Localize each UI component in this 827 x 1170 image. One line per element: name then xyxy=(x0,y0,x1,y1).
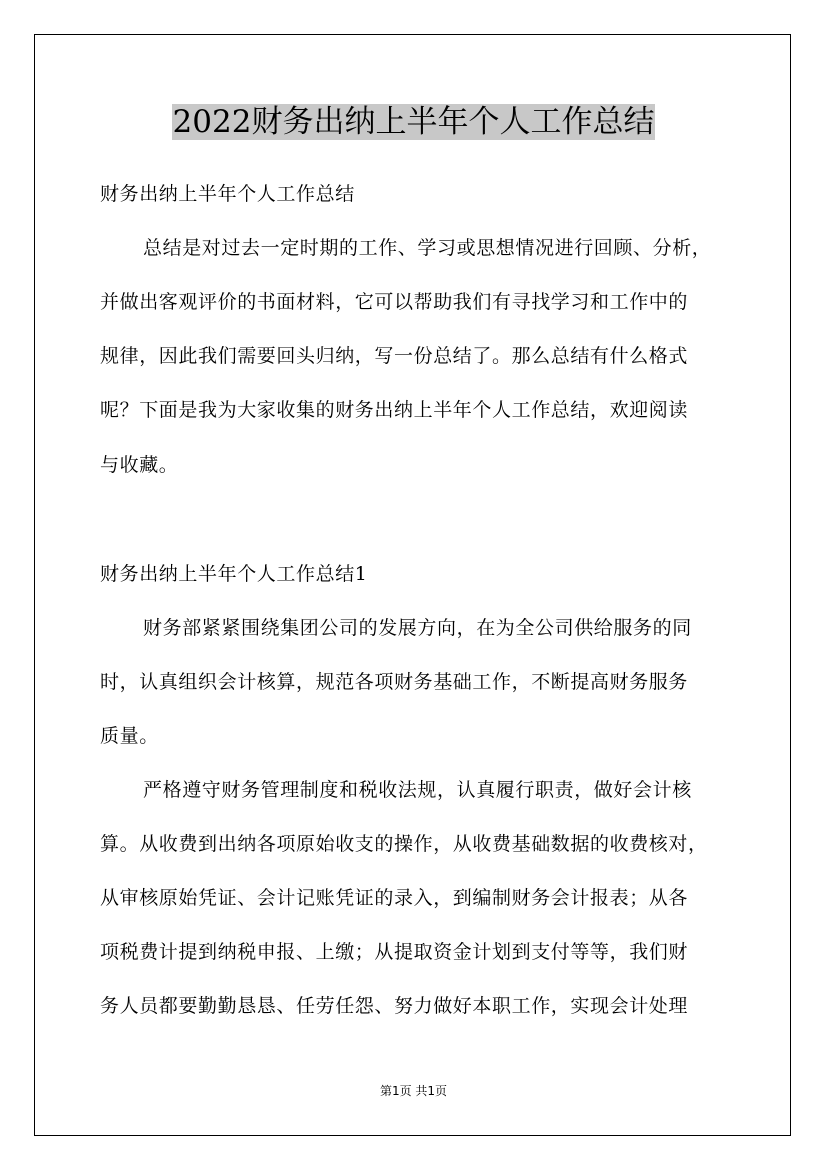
section-heading: 财务出纳上半年个人工作总结1 xyxy=(100,563,368,585)
paragraph-line: 规律，因此我们需要回头归纳，写一份总结了。那么总结有什么格式 xyxy=(100,345,689,367)
document-title xyxy=(0,98,827,146)
paragraph-line: 从审核原始凭证、会计记账凭证的录入，到编制财务会计报表；从各 xyxy=(100,887,689,909)
paragraph-line: 总结是对过去一定时期的工作、学习或思想情况进行回顾、分析， xyxy=(143,237,712,259)
page-number: 第1页 共1页 xyxy=(379,1084,448,1098)
section-heading: 财务出纳上半年个人工作总结 xyxy=(100,183,355,205)
paragraph-line: 务人员都要勤勤恳恳、任劳任怨、努力做好本职工作，实现会计处理 xyxy=(100,995,689,1017)
paragraph-line: 质量。 xyxy=(100,725,159,747)
paragraph-line: 时，认真组织会计核算，规范各项财务基础工作，不断提高财务服务 xyxy=(100,671,689,693)
paragraph-line: 严格遵守财务管理制度和税收法规，认真履行职责，做好会计核 xyxy=(143,779,692,801)
paragraph-line: 呢？下面是我为大家收集的财务出纳上半年个人工作总结，欢迎阅读 xyxy=(100,399,689,421)
paragraph-line: 并做出客观评价的书面材料，它可以帮助我们有寻找学习和工作中的 xyxy=(100,291,689,313)
paragraph-line: 算。从收费到出纳各项原始收支的操作，从收费基础数据的收费核对， xyxy=(100,833,708,855)
paragraph-line: 财务部紧紧围绕集团公司的发展方向，在为全公司供给服务的同 xyxy=(143,617,692,639)
paragraph-line: 项税费计提到纳税申报、上缴；从提取资金计划到支付等等，我们财 xyxy=(100,941,689,963)
paragraph-line: 与收藏。 xyxy=(100,454,179,476)
document-title-text: 2022财务出纳上半年个人工作总结 xyxy=(172,104,655,140)
